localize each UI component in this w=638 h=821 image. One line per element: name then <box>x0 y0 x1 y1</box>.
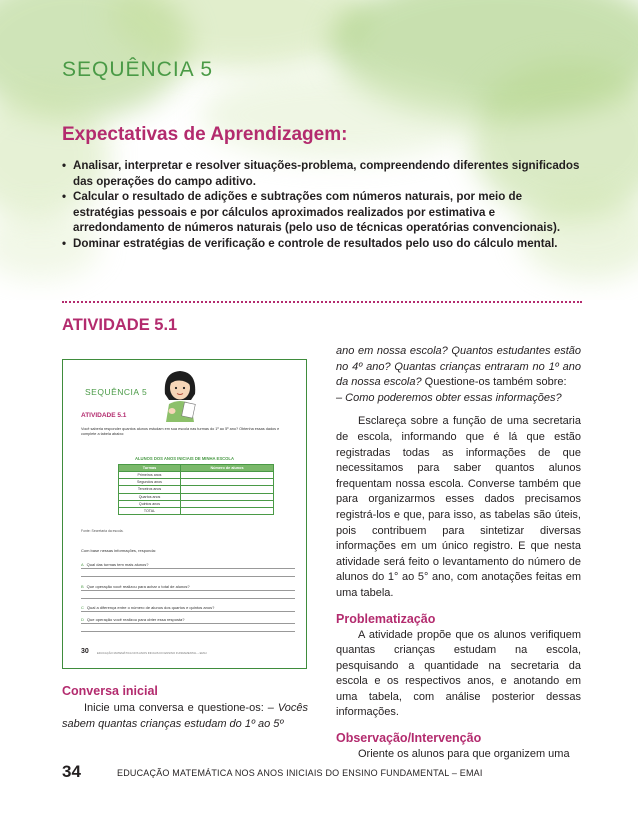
answer-line <box>81 568 295 569</box>
table-cell-empty <box>181 486 274 493</box>
question-letter: C <box>81 605 84 610</box>
table-row <box>119 500 274 507</box>
table-cell: Quintos anos <box>119 500 181 507</box>
table-cell-empty <box>181 507 274 514</box>
expectations-list <box>62 158 582 251</box>
expectation-item: • Dominar estratégias de verificação e controle de resultados pelo uso do cálculo mental. <box>62 236 582 252</box>
problematizacao-text: A atividade propõe que os alunos verifiquem quantas crianças estudam na escola, pesquisando a quantidade na secretaria da escola e os respectivos anos, e anotando em uma tabela, com análise posterior dessas informações. <box>336 628 581 719</box>
conversa-text-italic: – Vocês sabem quantas crianças estudam do 1º ao 5º <box>62 702 309 730</box>
answer-line <box>81 598 295 599</box>
observacao-title: Observação/Intervenção <box>336 731 482 746</box>
observacao-text: Oriente os alunos para que organizem uma <box>358 748 570 761</box>
page-footer: EDUCAÇÃO MATEMÁTICA NOS ANOS INICIAIS DO ENSINO FUNDAMENTAL – EMAI <box>117 768 483 778</box>
table-row <box>119 479 274 486</box>
question-letter: D <box>81 617 84 622</box>
explanation-paragraph: Esclareça sobre a função de uma secretaria de escola, informando que é lá que estão registradas todas as informações de que necessitamos para saber quantos alunos frequentam nossa escola. Converse também que para organizarmos esses dados precisamos registrá-los e que, para isso, as tabelas são úteis, pois contribuem para sintetizar diversas informações em um único registro. E que nesta atividade será feito o levantamento do número de alunos do 1° ao 5° ano, com anotações feitas em uma tabela. <box>336 415 581 599</box>
continuation-question: – Como poderemos obter essas informações? <box>336 391 562 404</box>
answer-line <box>81 590 295 591</box>
expectation-item: • Analisar, interpretar e resolver situações-problema, compreendendo diferentes significados das operações do campo aditivo. <box>62 158 582 189</box>
thumbnail-sequence-title: SEQUÊNCIA 5 <box>85 387 148 397</box>
table-cell-empty <box>181 479 274 486</box>
table-header-alunos: Número de alunos <box>181 465 274 472</box>
thumbnail-page-number: 30 <box>81 648 89 655</box>
table-row <box>119 507 274 514</box>
table-cell: TOTAL <box>119 507 181 514</box>
question-letter: A <box>81 562 84 567</box>
sequence-title: SEQUÊNCIA 5 <box>62 58 214 81</box>
conversa-title: Conversa inicial <box>62 684 158 698</box>
students-table <box>118 464 274 515</box>
question-text: Que operação você realizou para obter essa resposta? <box>86 617 185 622</box>
dotted-divider <box>62 301 582 303</box>
answer-line <box>81 611 295 612</box>
question-letter: B <box>81 584 84 589</box>
page-number: 34 <box>62 762 81 781</box>
question-text: Qual a diferença entre o número de alunos dos quartos e quintos anos? <box>86 605 215 610</box>
table-cell: Quartos anos <box>119 493 181 500</box>
thumbnail-footer: EDUCAÇÃO MATEMÁTICA NOS ANOS INICIAIS DO ENSINO FUNDAMENTAL – EMAI <box>97 651 207 655</box>
activity-title: ATIVIDADE 5.1 <box>62 316 178 334</box>
table-cell-empty <box>181 472 274 479</box>
expectations-title: Expectativas de Aprendizagem: <box>62 124 348 145</box>
thumbnail-source-text: Fonte: Secretaria da escola. <box>81 529 124 533</box>
answer-line <box>81 576 295 577</box>
thumbnail-table-title: ALUNOS DOS ANOS INICIAIS DE MINHA ESCOLA <box>134 456 235 461</box>
student-page-thumbnail <box>62 359 307 669</box>
answer-line <box>81 623 295 624</box>
girl-illustration <box>151 364 209 422</box>
answer-line <box>81 631 295 632</box>
table-row <box>119 493 274 500</box>
right-column <box>336 344 581 763</box>
continuation-normal: Questione-os também sobre: <box>421 376 567 389</box>
table-cell-empty <box>181 493 274 500</box>
table-row <box>119 486 274 493</box>
problematizacao-title: Problematização <box>336 611 436 626</box>
continuation-italic: ano em nossa escola? Quantos estudantes estão no 4º ano? Quantas crianças entraram no 1º ano da nossa escola? <box>336 345 581 389</box>
thumbnail-question-a <box>81 562 295 567</box>
thumbnail-activity-title: ATIVIDADE 5.1 <box>81 412 127 419</box>
question-text: Que operação você realizou para achar o total de alunos? <box>86 584 190 589</box>
table-cell-empty <box>181 500 274 507</box>
table-cell: Primeiros anos <box>119 472 181 479</box>
thumbnail-question-b <box>81 584 295 589</box>
thumbnail-question-d <box>81 617 295 622</box>
conversa-text <box>62 701 308 732</box>
thumbnail-prompt: Com base nessas informações, responda: <box>81 548 156 553</box>
table-cell: Segundos anos <box>119 479 181 486</box>
conversa-text-normal: Inicie uma conversa e questione-os: <box>84 702 268 714</box>
thumbnail-question-c <box>81 605 295 610</box>
table-row <box>119 472 274 479</box>
table-header-turmas: Turmas <box>119 465 181 472</box>
watercolor-header-background <box>0 0 638 300</box>
continuation-paragraph <box>336 344 581 391</box>
question-text: Qual das turmas tem mais alunos? <box>86 562 149 567</box>
table-cell: Terceiros anos <box>119 486 181 493</box>
thumbnail-intro-text: Você saberia responder quantos alunos estudam em sua escola nas turmas do 1º ao 5º ano? Obtenha essas dados e complete a tabela abaixo: <box>81 427 280 436</box>
expectation-item: • Calcular o resultado de adições e subtrações com números naturais, por meio de estratégias pessoais e por cálculos aproximados realizados por estimativa e arredondamento de números naturais (pelo uso de técnicas operatórias convencionais). <box>62 189 582 236</box>
